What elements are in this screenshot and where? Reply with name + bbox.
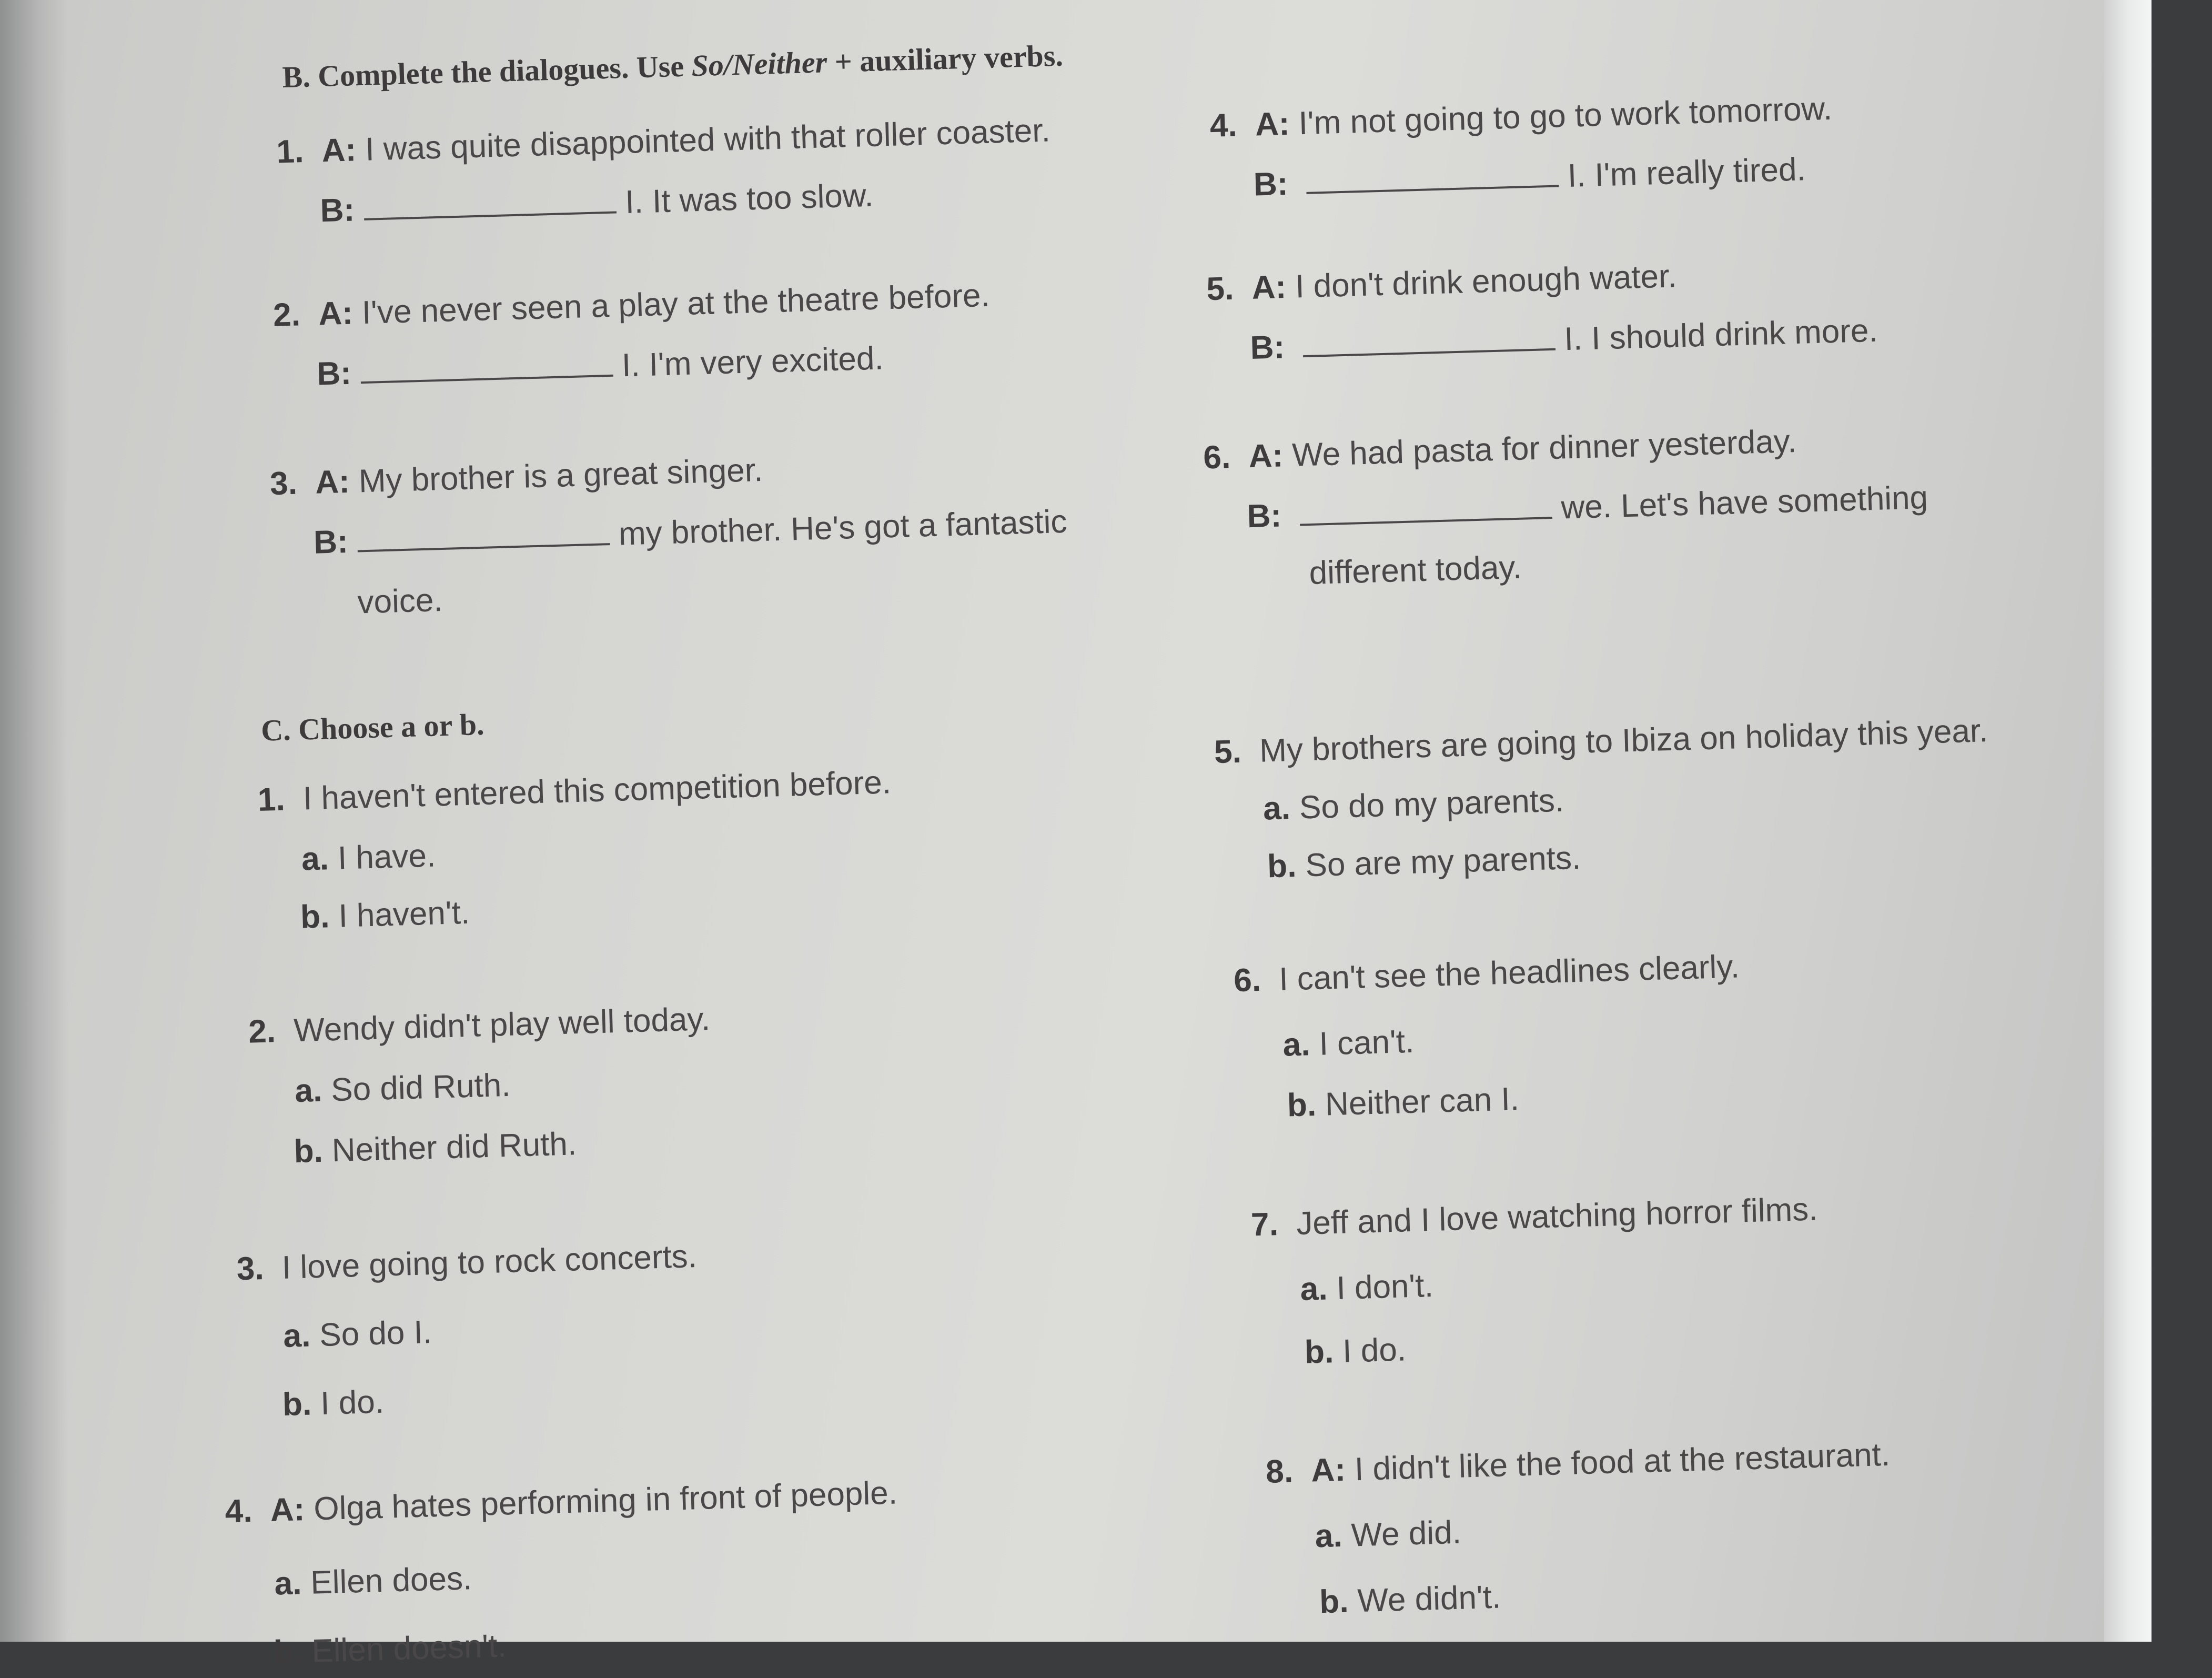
b2-line-a: 2. A: I've never seen a play at the theatre before. <box>272 277 991 334</box>
answer-blank[interactable] <box>363 182 616 220</box>
b4-line-b: B: I. I'm really tired. <box>1253 151 1806 203</box>
b3-line-b: B: my brother. He's got a fantastic <box>313 503 1068 561</box>
answer-blank[interactable] <box>1299 487 1552 526</box>
c6-prompt: 6. I can't see the headlines clearly. <box>1233 948 1740 999</box>
answer-blank[interactable] <box>1302 319 1555 357</box>
c8-prompt: 8. A: I didn't like the food at the restaurant. <box>1265 1436 1891 1490</box>
c1-option-a[interactable]: a. I have. <box>301 837 437 878</box>
b5-line-a: 5. A: I don't drink enough water. <box>1206 258 1678 308</box>
answer-blank[interactable] <box>1306 155 1559 194</box>
answer-blank[interactable] <box>360 345 613 384</box>
b3-line-cont: voice. <box>357 582 443 621</box>
b1-line-b: B: I. It was too slow. <box>319 177 874 229</box>
b3-line-a: 3. A: My brother is a great singer. <box>269 451 764 503</box>
c3-prompt: 3. I love going to rock concerts. <box>236 1238 698 1288</box>
c7-prompt: 7. Jeff and I love watching horror films. <box>1250 1191 1819 1243</box>
b6-line-a: 6. A: We had pasta for dinner yesterday. <box>1203 423 1797 476</box>
c1-prompt: 1. I haven't entered this competition before. <box>257 764 892 818</box>
c8-option-a[interactable]: a. We did. <box>1314 1514 1462 1555</box>
c3-option-b[interactable]: b. I do. <box>282 1383 385 1423</box>
c7-option-a[interactable]: a. I don't. <box>1299 1267 1434 1308</box>
answer-blank[interactable] <box>357 514 610 552</box>
c4-option-a[interactable]: a. Ellen does. <box>274 1560 473 1602</box>
section-c-title: C. Choose a or b. <box>260 707 485 748</box>
c6-option-a[interactable]: a. I can't. <box>1282 1023 1415 1063</box>
c5-option-b[interactable]: b. So are my parents. <box>1267 839 1582 885</box>
c5-prompt: 5. My brothers are going to Ibiza on holiday this year. <box>1214 712 1989 771</box>
b2-line-b: B: I. I'm very excited. <box>316 340 884 393</box>
section-b-title: B. Complete the dialogues. Use So/Neither + auxiliary verbs. <box>281 38 1064 95</box>
b5-line-b: B: I. I should drink more. <box>1249 312 1878 366</box>
b6-line-cont: different today. <box>1308 549 1522 591</box>
c4-option-b[interactable]: b. Ellen doesn't. <box>273 1627 507 1671</box>
c1-option-b[interactable]: b. I haven't. <box>300 894 471 936</box>
c3-option-a[interactable]: a. So do I. <box>282 1314 432 1354</box>
c7-option-b[interactable]: b. I do. <box>1304 1331 1407 1371</box>
b1-line-a: 1. A: I was quite disappointed with that roller coaster. <box>276 112 1051 170</box>
c4-prompt: 4. A: Olga hates performing in front of people. <box>224 1474 898 1530</box>
c8-option-b[interactable]: b. We didn't. <box>1319 1579 1502 1621</box>
c2-option-a[interactable]: a. So did Ruth. <box>294 1067 511 1110</box>
c2-prompt: 2. Wendy didn't play well today. <box>248 1001 711 1050</box>
b6-line-b: B: we. Let's have something <box>1246 479 1928 535</box>
c6-option-b[interactable]: b. Neither can I. <box>1286 1081 1520 1124</box>
b4-line-a: 4. A: I'm not going to go to work tomorrow. <box>1209 90 1833 144</box>
c2-option-b[interactable]: b. Neither did Ruth. <box>293 1126 577 1170</box>
c5-option-a[interactable]: a. So do my parents. <box>1262 782 1565 827</box>
